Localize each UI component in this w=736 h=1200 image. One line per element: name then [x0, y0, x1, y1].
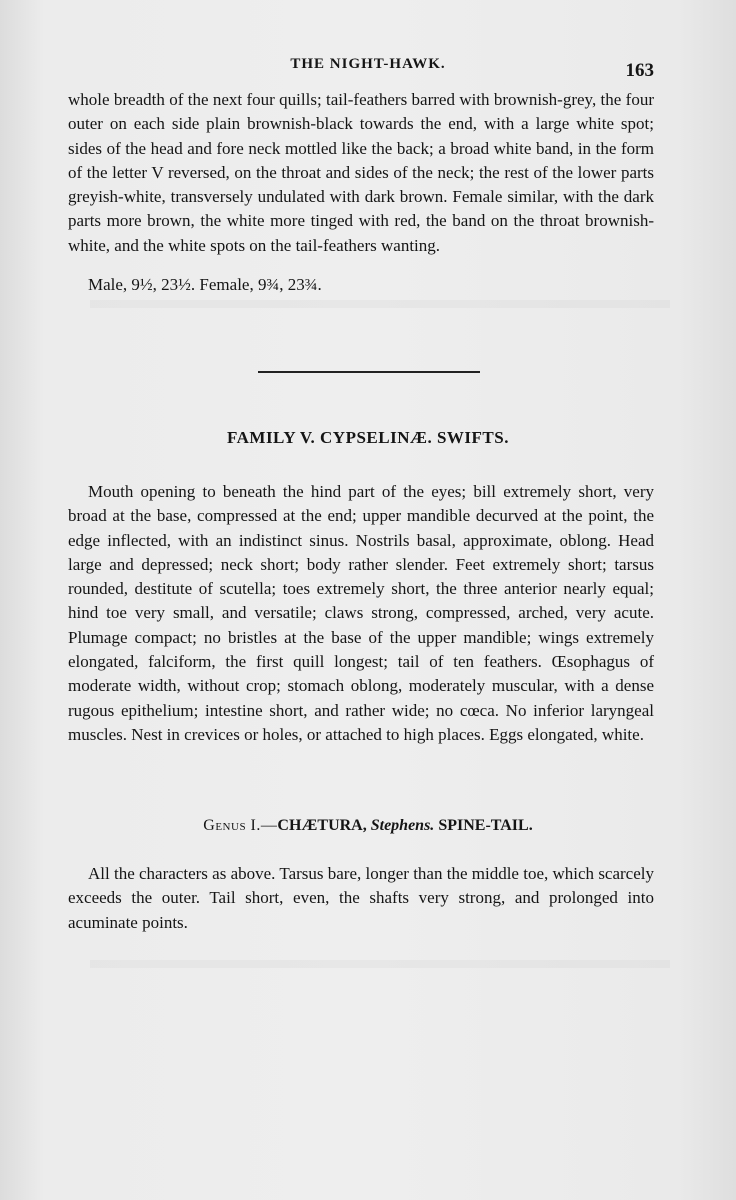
family-heading: FAMILY V. CYPSELINÆ. SWIFTS.	[227, 428, 509, 447]
show-through-shadow	[90, 960, 670, 968]
paragraph-text: whole breadth of the next four quills; tail-feathers barred with brownish-grey, the four outer on each side plain brownish-black towards the end, with a large white spot; sides of the head and fore neck mottled like the back; a broad white band, in the form of the letter V reversed, on the throat and sides of the neck; the rest of the lower parts greyish-white, transversely undulated with dark brown. Female similar, with the dark parts more brown, the white more tinged with red, the band on the throat brownish-white, and the white spots on the tail-feathers wanting.	[68, 90, 654, 255]
show-through-shadow	[90, 300, 670, 308]
genus-common-name: SPINE-TAIL.	[438, 817, 533, 834]
genus-heading	[0, 817, 736, 835]
section-divider	[258, 371, 480, 373]
genus-label: Genus I.—	[203, 817, 278, 834]
page-number: 163	[625, 60, 654, 81]
running-head: THE NIGHT-HAWK.	[290, 56, 446, 72]
family-description	[68, 480, 654, 747]
genus-authority: Stephens.	[370, 817, 435, 834]
measurements: Male, 9½, 23½. Female, 9¾, 23¾.	[88, 275, 322, 294]
description-paragraph	[68, 88, 654, 258]
genus-name: CHÆTURA,	[277, 817, 367, 834]
genus-description	[68, 862, 654, 935]
paragraph-text: Mouth opening to beneath the hind part of the eyes; bill extremely short, very broad at the base, compressed at the end; upper mandible decurved at the point, the edge inflected, with an indistinct sinus. Nostrils basal, approximate, oblong. Head large and depressed; neck short; body rather slender. Feet extremely short; tarsus rounded, destitute of scutella; toes extremely short, the three anterior nearly equal; hind toe very small, and versatile; claws strong, compressed, arched, very acute. Plumage compact; no bristles at the base of the upper mandible; wings extremely elongated, falciform, the first quill longest; tail of ten feathers. Œsophagus of moderate width, without crop; stomach oblong, moderately muscular, with a dense rugous epithelium; intestine short, and rather wide; no cœca. No inferior laryngeal muscles. Nest in crevices or holes, or attached to high places. Eggs elongated, white.	[68, 482, 654, 744]
paragraph-text: All the characters as above. Tarsus bare, longer than the middle toe, which scarcely exceeds the outer. Tail short, even, the shafts very strong, and prolonged into acuminate points.	[68, 864, 654, 932]
